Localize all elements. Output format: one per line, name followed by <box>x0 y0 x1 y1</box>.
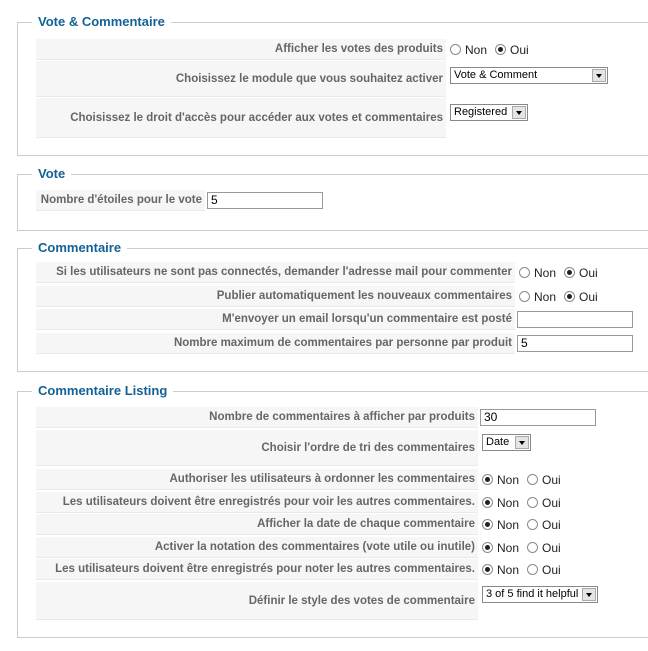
radio-non-label[interactable]: Non <box>534 289 557 304</box>
style-select-wrap <box>482 582 598 603</box>
radio-non[interactable] <box>482 564 493 575</box>
setting-row-notation <box>36 537 636 558</box>
setting-row-nombre-afficher <box>36 407 636 428</box>
radio-group-enregistres-voir <box>482 492 569 513</box>
radio-non-label[interactable]: Non <box>465 42 488 57</box>
radio-oui[interactable] <box>527 564 538 575</box>
chevron-down-icon[interactable] <box>592 69 606 82</box>
setting-label: Afficher la date de chaque commentaire <box>36 514 478 535</box>
nombre-afficher-wrap <box>480 407 596 428</box>
setting-row-module <box>36 61 636 97</box>
setting-label: Nombre maximum de commentaires par personne par produit <box>36 333 515 354</box>
setting-label: Afficher les votes des produits <box>36 39 446 60</box>
radio-non[interactable] <box>450 44 461 55</box>
radio-oui[interactable] <box>564 267 575 278</box>
droit-select-wrap <box>450 98 528 121</box>
radio-oui-label[interactable]: Oui <box>542 517 561 532</box>
chevron-down-icon[interactable] <box>512 106 526 119</box>
setting-label: Définir le style des votes de commentaire <box>36 582 478 620</box>
radio-group-demander-mail <box>519 262 606 283</box>
radio-oui[interactable] <box>495 44 506 55</box>
radio-oui-label[interactable]: Oui <box>542 495 561 510</box>
radio-non[interactable] <box>482 474 493 485</box>
setting-row-enregistres-noter <box>36 559 636 580</box>
radio-oui[interactable] <box>564 291 575 302</box>
setting-label: M'envoyer un email lorsqu'un commentaire est posté <box>36 309 515 330</box>
setting-label: Les utilisateurs doivent être enregistrés pour noter les autres commentaires. <box>36 559 478 580</box>
fieldset-legend: Vote <box>32 166 71 182</box>
module-select-value: Vote & Comment <box>454 69 538 81</box>
setting-row-max-commentaires <box>36 333 636 354</box>
setting-row-demander-mail <box>36 262 636 283</box>
ordre-select-wrap <box>482 430 531 451</box>
setting-label: Choisissez le droit d'accès pour accéder aux votes et commentaires <box>36 98 446 138</box>
nombre-etoiles-input[interactable]: 5 <box>207 192 323 209</box>
fieldset-legend: Commentaire Listing <box>32 383 173 399</box>
radio-oui-label[interactable]: Oui <box>542 562 561 577</box>
radio-oui-label[interactable]: Oui <box>510 42 529 57</box>
radio-non-label[interactable]: Non <box>497 540 520 555</box>
radio-oui[interactable] <box>527 474 538 485</box>
module-select[interactable] <box>450 67 608 84</box>
setting-row-afficher-votes <box>36 39 636 60</box>
style-select-value: 3 of 5 find it helpful <box>486 588 579 600</box>
fieldset-vote-commentaire <box>17 14 648 156</box>
setting-label: Les utilisateurs doivent être enregistrés pour voir les autres commentaires. <box>36 492 478 513</box>
setting-label: Authoriser les utilisateurs à ordonner les commentaires <box>36 469 478 490</box>
droit-acces-select[interactable] <box>450 104 528 121</box>
ordre-select-value: Date <box>486 436 510 448</box>
fieldset-legend: Vote & Commentaire <box>32 14 171 30</box>
radio-non-label[interactable]: Non <box>534 265 557 280</box>
fieldset-commentaire <box>17 240 648 372</box>
chevron-down-icon[interactable] <box>582 588 596 601</box>
radio-non-label[interactable]: Non <box>497 495 520 510</box>
radio-non[interactable] <box>519 267 530 278</box>
droit-select-value: Registered <box>454 106 508 118</box>
radio-group-authoriser <box>482 469 569 490</box>
setting-label: Si les utilisateurs ne sont pas connectés, demander l'adresse mail pour commenter <box>36 262 515 283</box>
setting-label: Publier automatiquement les nouveaux commentaires <box>36 286 515 307</box>
radio-oui-label[interactable]: Oui <box>542 472 561 487</box>
setting-label: Nombre de commentaires à afficher par produits <box>36 407 478 428</box>
fieldset-legend: Commentaire <box>32 240 127 256</box>
etoiles-input-wrap <box>207 190 323 211</box>
radio-non[interactable] <box>482 542 493 553</box>
radio-group-afficher-votes <box>450 39 537 60</box>
setting-row-droit-acces <box>36 98 636 138</box>
ordre-tri-select[interactable] <box>482 434 531 451</box>
max-input-wrap <box>517 333 633 354</box>
setting-row-enregistres-voir <box>36 492 636 513</box>
radio-group-publier-auto <box>519 286 606 307</box>
setting-row-afficher-date <box>36 514 636 535</box>
radio-oui[interactable] <box>527 519 538 530</box>
radio-oui[interactable] <box>527 497 538 508</box>
setting-label: Choisissez le module que vous souhaitez activer <box>36 61 446 97</box>
radio-group-enregistres-noter <box>482 559 569 580</box>
module-select-wrap <box>450 61 608 84</box>
radio-non-label[interactable]: Non <box>497 472 520 487</box>
setting-row-ordre-tri <box>36 430 636 466</box>
setting-row-email-poste <box>36 309 636 330</box>
radio-non[interactable] <box>482 497 493 508</box>
radio-group-notation <box>482 537 569 558</box>
email-poste-input[interactable] <box>517 311 633 328</box>
fieldset-commentaire-listing <box>17 383 648 638</box>
fieldset-vote <box>17 166 648 231</box>
max-commentaires-input[interactable]: 5 <box>517 335 633 352</box>
radio-oui[interactable] <box>527 542 538 553</box>
setting-row-nombre-etoiles <box>36 190 336 211</box>
radio-non-label[interactable]: Non <box>497 517 520 532</box>
setting-row-style-votes <box>36 582 636 620</box>
radio-oui-label[interactable]: Oui <box>579 289 598 304</box>
chevron-down-icon[interactable] <box>515 436 529 449</box>
setting-label: Choisir l'ordre de tri des commentaires <box>36 430 478 466</box>
style-votes-select[interactable] <box>482 586 598 603</box>
setting-label: Activer la notation des commentaires (vote utile ou inutile) <box>36 537 478 558</box>
nombre-afficher-input[interactable]: 30 <box>480 409 596 426</box>
radio-oui-label[interactable]: Oui <box>542 540 561 555</box>
setting-row-authoriser-ordonner <box>36 469 636 490</box>
radio-non[interactable] <box>482 519 493 530</box>
radio-non-label[interactable]: Non <box>497 562 520 577</box>
email-input-wrap <box>517 309 633 330</box>
setting-label: Nombre d'étoiles pour le vote <box>36 190 205 211</box>
radio-non[interactable] <box>519 291 530 302</box>
setting-row-publier-auto <box>36 286 636 307</box>
radio-oui-label[interactable]: Oui <box>579 265 598 280</box>
radio-group-afficher-date <box>482 514 569 535</box>
